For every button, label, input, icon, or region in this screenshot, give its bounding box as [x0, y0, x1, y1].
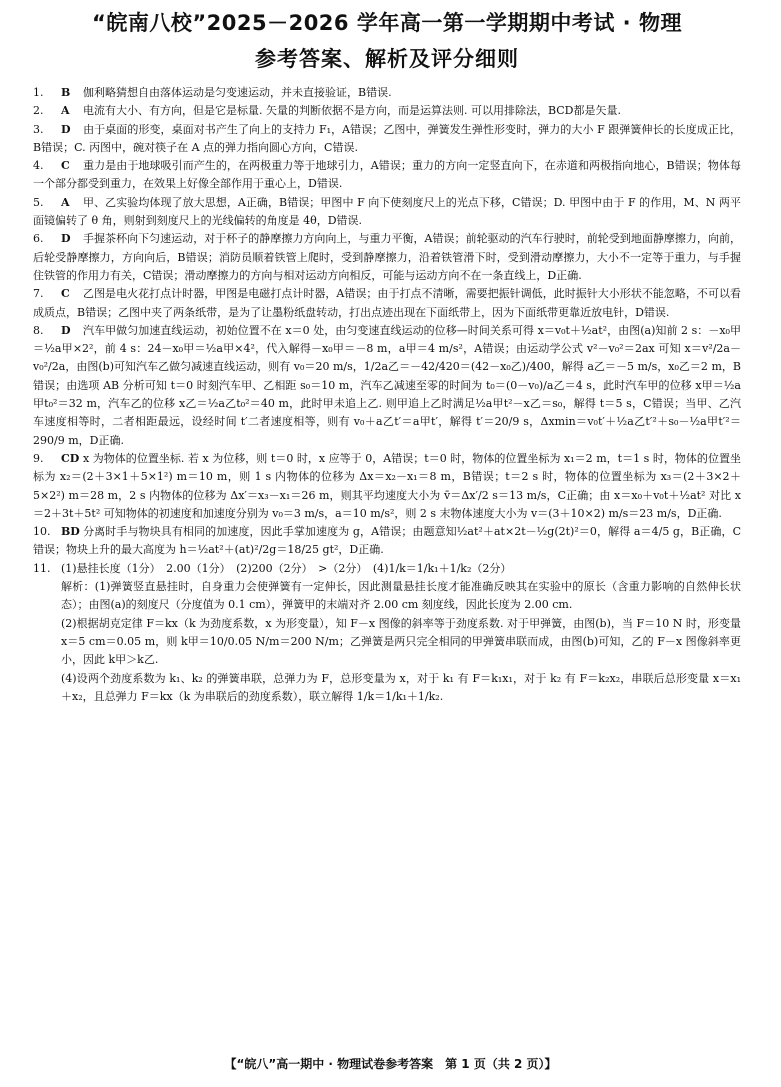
item-choice: D	[61, 232, 71, 246]
item-explanation: 乙图是电火花打点计时器，甲图是电磁打点计时器，A错误；由于打点不清晰，需要把振针调低，此时振针大小形状不能忽略，不可以看成质点，B错误；乙图中夹了两条纸带，是为了让墨粉纸盘转动，打出点迹出现在下面纸带上，因为下面纸带更靠近放电针，D错误.	[33, 287, 741, 319]
item-number: 4.	[33, 159, 44, 173]
answer-item-7	[33, 285, 741, 322]
item-choice: A	[61, 104, 70, 118]
item-number: 2.	[33, 104, 44, 118]
item-number: 6.	[33, 232, 44, 246]
item-number: 10.	[33, 525, 51, 539]
page-subtitle: 参考答案、解析及评分细则	[255, 47, 519, 71]
item-choice: BD	[61, 525, 80, 539]
answer-item-9	[33, 450, 741, 523]
item-number: 8.	[33, 323, 44, 337]
answer-item-2	[33, 102, 741, 120]
item-explanation: 电流有大小、有方向，但是它是标量. 矢量的判断依据不是方向，而是运算法则. 可以用排除法，BCD都是矢量.	[83, 104, 622, 118]
answer-item-11	[33, 560, 741, 578]
answer-item-6	[33, 230, 741, 285]
item-explanation: 分离时手与物块具有相同的加速度，因此手掌加速度为 g，A错误；由题意知½at²＋at×2t－½g(2t)²＝0，解得 a＝4/5 g，B正确，C错误；物块上升的最大高度为 h＝½at²＋(at)²/2g＝18/25 gt²，D正确.	[33, 525, 741, 557]
answer-list	[33, 84, 741, 706]
item-explanation: 由于桌面的形变，桌面对书产生了向上的支持力 F₁，A错误；乙图中，弹簧发生弹性形变时，弹力的大小 F 跟弹簧伸长的长度成正比，B错误；C. 丙图中，碗对筷子在 A 点的弹力指向圆心方向，C错误.	[33, 122, 741, 154]
item-number: 3.	[33, 122, 44, 136]
answer-item-4	[33, 157, 741, 194]
item-choice: D	[61, 122, 71, 136]
item-explanation: 重力是由于地球吸引而产生的，在两极重力等于地球引力，A错误；重力的方向一定竖直向下，在赤道和两极指向地心，B错误；物体每一个部分都受到重力，在效果上好像全部作用于重心上，D错误.	[33, 159, 741, 191]
item-explanation: 甲、乙实验均体现了放大思想，A正确，B错误；甲图中 F 向下使刻度尺上的光点下移，C错误；D. 甲图中由于 F 的作用，M、N 两平面镜偏转了 θ 角，则射到刻度尺上的光线偏转的角度是 4θ，D错误.	[33, 195, 741, 228]
item-number: 7.	[33, 287, 44, 301]
item-choice: D	[61, 323, 71, 337]
item-number: 11.	[33, 561, 51, 575]
analysis-paragraph: (4)设两个劲度系数为 k₁、k₂ 的弹簧串联，总弹力为 F，总形变量为 x，对于 k₁ 有 F＝k₁x₁，对于 k₂ 有 F＝k₂x₂，串联后总形变量 x＝x₁＋x₂，且总弹力 F＝kx（k 为串联后的劲度系数），联立解得 1/k＝1/k₁＋1/k₂.	[61, 671, 741, 703]
answer-item-5	[33, 194, 741, 231]
item-explanation: x 为物体的位置坐标. 若 x 为位移，则 t＝0 时，x 应等于 0，A错误；t＝0 时，物体的位置坐标为 x₁＝2 m，t＝1 s 时，物体的位置坐标为 x₂＝(2＋3×1＋5×1²) m＝10 m，则 1 s 内物体的位移为 Δx＝x₂－x₁＝8 m，B错误；t＝2 s 时，物体的位置坐标为 x₃＝(2＋3×2＋5×2²) m＝28 m，2 s 内物体的位移为 Δx′＝x₃－x₁＝26 m，则其平均速度大小为 v̄＝Δx′/2 s＝13 m/s，C正确；由 x＝x₀＋v₀t＋½at² 对比 x＝2＋3t＋5t² 可知物体的初速度和加速度分别为 v₀＝3 m/s，a＝10 m/s²，则 2 s 末物体速度大小为 v＝(3＋10×2) m/s＝23 m/s，D正确.	[33, 451, 741, 520]
page-footer: 【“皖八”高一期中 · 物理试卷参考答案 第 1 页（共 2 页）】	[224, 1057, 557, 1071]
item-explanation: 伽利略猜想自由落体运动是匀变速运动，并未直接验证，B错误.	[83, 86, 392, 99]
item-number: 1.	[33, 86, 44, 99]
item-number: 5.	[33, 195, 44, 209]
item-choice: CD	[61, 451, 80, 465]
item-explanation: 手握茶杯向下匀速运动，对于杯子的静摩擦力方向向上，与重力平衡，A错误；前轮驱动的汽车行驶时，前轮受到地面静摩擦力，向前，后轮受静摩擦力，方向向后，B错误；消防员顺着铁管上爬时，受到静摩擦力，沿着铁管滑下时，受到滑动摩擦力，大小不一定等于重力，与手握住铁管的作用力有关，C错误；滑动摩擦力的方向与相对运动方向相反，可能与运动方向不在一条直线上，D正确.	[33, 232, 741, 282]
item-choice: C	[61, 159, 70, 173]
answer-item-8	[33, 322, 741, 450]
answer-item-3	[33, 121, 741, 158]
item-choice: C	[61, 287, 70, 301]
answer-item-1	[33, 84, 741, 102]
page-title: “皖南八校”2025－2026 学年高一第一学期期中考试 · 物理	[92, 11, 682, 35]
item-number: 9.	[33, 451, 44, 465]
analysis-paragraph: (2)根据胡克定律 F＝kx（k 为劲度系数，x 为形变量），知 F－x 图像的斜率等于劲度系数. 对于甲弹簧，由图(b)，当 F＝10 N 时，形变量 x＝5 cm＝0.05 m，则 k甲＝10/0.05 N/m＝200 N/m；乙弹簧是两只完全相同的甲弹簧串联而成，由图(b)可知，乙的 F－x 图像斜率更小，因此 k甲＞k乙.	[61, 616, 741, 667]
item-answer-summary: (1)悬挂长度（1分） 2.00（1分） (2)200（2分） >（2分） (4)1/k＝1/k₁＋1/k₂（2分）	[61, 561, 512, 575]
analysis-paragraph: 解析：(1)弹簧竖直悬挂时，自身重力会使弹簧有一定伸长，因此测量悬挂长度才能准确反映其在实验中的原长（含重力影响的自然伸长状态）；由图(a)的刻度尺（分度值为 0.1 cm），弹簧甲的末端对齐 2.00 cm 刻度线，因此长度为 2.00 cm.	[61, 580, 741, 612]
item-explanation: 汽车甲做匀加速直线运动，初始位置不在 x＝0 处，由匀变速直线运动的位移—时间关系可得 x＝v₀t＋½at²，由图(a)知前 2 s：－x₀甲＝½a甲×2²，前 4 s：24－x₀甲＝½a甲×4²，代入解得－x₀甲＝－8 m，a甲＝4 m/s²，A错误；由运动学公式 v²－v₀²＝2ax 可知 x＝v²/2a－v₀²/2a，由图(b)可知汽车乙做匀减速直线运动，则有 v₀＝20 m/s，1/2a乙＝－42/420＝(42－x₀乙)/400，解得 a乙＝－5 m/s，x₀乙＝2 m，B错误；由选项 AB 分析可知 t＝0 时刻汽车甲、乙相距 s₀＝10 m，汽车乙减速至零的时间为 t₀＝(0－v₀)/a乙＝4 s，此时汽车甲的位移 x甲＝½a甲t₀²＝32 m，汽车乙的位移 x乙＝½a乙t₀²＝40 m，此时甲未追上乙. 则甲追上乙时满足½a甲t²－x乙＝s₀，解得 t＝5 s，C错误；当甲、乙汽车速度相等时，二者相距最远，设经时间 t′二者速度相等，则有 v₀＋a乙t′＝a甲t′，解得 t′＝20/9 s，Δxmin＝v₀t′＋½a乙t′²＋s₀－½a甲t′²＝290/9 m，D正确.	[33, 323, 741, 447]
item-choice: A	[61, 195, 70, 209]
answer-item-10	[33, 523, 741, 560]
item-choice: B	[61, 86, 71, 99]
